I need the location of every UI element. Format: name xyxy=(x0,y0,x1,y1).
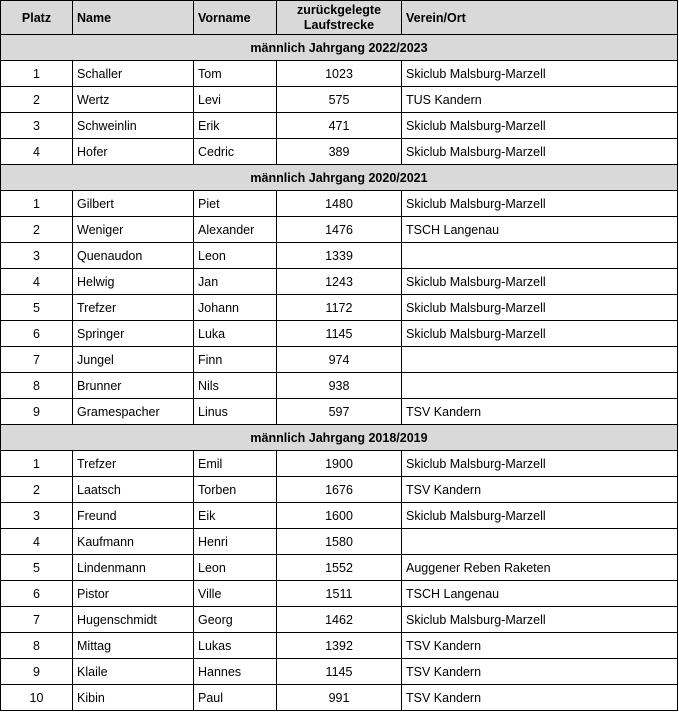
cell-verein xyxy=(402,347,678,373)
table-row xyxy=(1,61,678,87)
cell-platz: 2 xyxy=(1,87,73,113)
table-row xyxy=(1,295,678,321)
cell-verein: Skiclub Malsburg-Marzell xyxy=(402,451,678,477)
table-row xyxy=(1,347,678,373)
cell-verein: Skiclub Malsburg-Marzell xyxy=(402,191,678,217)
header-name: Name xyxy=(73,1,194,35)
header-row xyxy=(1,1,678,35)
cell-platz: 4 xyxy=(1,139,73,165)
cell-laufstrecke: 1900 xyxy=(277,451,402,477)
cell-vorname: Cedric xyxy=(194,139,277,165)
cell-name: Freund xyxy=(73,503,194,529)
cell-verein xyxy=(402,529,678,555)
cell-name: Springer xyxy=(73,321,194,347)
cell-verein: Skiclub Malsburg-Marzell xyxy=(402,607,678,633)
cell-laufstrecke: 1339 xyxy=(277,243,402,269)
cell-verein: Skiclub Malsburg-Marzell xyxy=(402,321,678,347)
table-row xyxy=(1,399,678,425)
cell-verein: TSCH Langenau xyxy=(402,581,678,607)
cell-name: Trefzer xyxy=(73,295,194,321)
cell-verein: Skiclub Malsburg-Marzell xyxy=(402,269,678,295)
cell-platz: 1 xyxy=(1,191,73,217)
cell-name: Schaller xyxy=(73,61,194,87)
cell-platz: 9 xyxy=(1,399,73,425)
table-row xyxy=(1,139,678,165)
cell-name: Hofer xyxy=(73,139,194,165)
table-row xyxy=(1,607,678,633)
table-row xyxy=(1,269,678,295)
cell-laufstrecke: 1172 xyxy=(277,295,402,321)
cell-vorname: Linus xyxy=(194,399,277,425)
cell-platz: 5 xyxy=(1,295,73,321)
table-row xyxy=(1,191,678,217)
header-laufstrecke: zurückgelegte Laufstrecke xyxy=(277,1,402,35)
cell-vorname: Johann xyxy=(194,295,277,321)
cell-vorname: Eik xyxy=(194,503,277,529)
cell-platz: 7 xyxy=(1,607,73,633)
cell-verein: Auggener Reben Raketen xyxy=(402,555,678,581)
table-row xyxy=(1,477,678,503)
section-header-row xyxy=(1,165,678,191)
cell-vorname: Georg xyxy=(194,607,277,633)
cell-name: Klaile xyxy=(73,659,194,685)
cell-vorname: Tom xyxy=(194,61,277,87)
cell-name: Gilbert xyxy=(73,191,194,217)
cell-verein: TSV Kandern xyxy=(402,633,678,659)
cell-name: Lindenmann xyxy=(73,555,194,581)
cell-verein xyxy=(402,373,678,399)
cell-verein: Skiclub Malsburg-Marzell xyxy=(402,295,678,321)
header-vorname: Vorname xyxy=(194,1,277,35)
cell-platz: 10 xyxy=(1,685,73,711)
cell-platz: 7 xyxy=(1,347,73,373)
cell-vorname: Alexander xyxy=(194,217,277,243)
cell-laufstrecke: 938 xyxy=(277,373,402,399)
cell-laufstrecke: 1552 xyxy=(277,555,402,581)
cell-vorname: Leon xyxy=(194,243,277,269)
cell-platz: 1 xyxy=(1,61,73,87)
table-row xyxy=(1,555,678,581)
cell-vorname: Erik xyxy=(194,113,277,139)
cell-name: Kibin xyxy=(73,685,194,711)
cell-laufstrecke: 1462 xyxy=(277,607,402,633)
header-verein: Verein/Ort xyxy=(402,1,678,35)
cell-vorname: Luka xyxy=(194,321,277,347)
cell-laufstrecke: 1480 xyxy=(277,191,402,217)
table-row xyxy=(1,685,678,711)
cell-laufstrecke: 1243 xyxy=(277,269,402,295)
cell-platz: 4 xyxy=(1,269,73,295)
header-platz: Platz xyxy=(1,1,73,35)
cell-laufstrecke: 1476 xyxy=(277,217,402,243)
cell-laufstrecke: 1580 xyxy=(277,529,402,555)
table-row xyxy=(1,659,678,685)
cell-laufstrecke: 1023 xyxy=(277,61,402,87)
cell-name: Pistor xyxy=(73,581,194,607)
cell-laufstrecke: 471 xyxy=(277,113,402,139)
cell-laufstrecke: 597 xyxy=(277,399,402,425)
cell-platz: 6 xyxy=(1,581,73,607)
cell-platz: 3 xyxy=(1,503,73,529)
cell-vorname: Finn xyxy=(194,347,277,373)
cell-vorname: Henri xyxy=(194,529,277,555)
table-row xyxy=(1,529,678,555)
cell-verein: Skiclub Malsburg-Marzell xyxy=(402,61,678,87)
cell-laufstrecke: 1392 xyxy=(277,633,402,659)
cell-verein: TSV Kandern xyxy=(402,399,678,425)
section-title: männlich Jahrgang 2020/2021 xyxy=(1,165,678,191)
cell-platz: 5 xyxy=(1,555,73,581)
cell-laufstrecke: 974 xyxy=(277,347,402,373)
cell-vorname: Leon xyxy=(194,555,277,581)
cell-laufstrecke: 1145 xyxy=(277,321,402,347)
cell-laufstrecke: 1511 xyxy=(277,581,402,607)
table-row xyxy=(1,243,678,269)
cell-name: Quenaudon xyxy=(73,243,194,269)
cell-laufstrecke: 575 xyxy=(277,87,402,113)
cell-name: Mittag xyxy=(73,633,194,659)
cell-laufstrecke: 1145 xyxy=(277,659,402,685)
cell-name: Wertz xyxy=(73,87,194,113)
cell-name: Brunner xyxy=(73,373,194,399)
cell-vorname: Lukas xyxy=(194,633,277,659)
table-row xyxy=(1,633,678,659)
table-row xyxy=(1,217,678,243)
cell-vorname: Levi xyxy=(194,87,277,113)
cell-verein: Skiclub Malsburg-Marzell xyxy=(402,113,678,139)
cell-vorname: Emil xyxy=(194,451,277,477)
cell-platz: 3 xyxy=(1,113,73,139)
cell-name: Kaufmann xyxy=(73,529,194,555)
cell-name: Laatsch xyxy=(73,477,194,503)
cell-platz: 8 xyxy=(1,633,73,659)
cell-name: Hugenschmidt xyxy=(73,607,194,633)
cell-vorname: Torben xyxy=(194,477,277,503)
cell-name: Gramespacher xyxy=(73,399,194,425)
cell-vorname: Ville xyxy=(194,581,277,607)
cell-platz: 2 xyxy=(1,217,73,243)
cell-platz: 2 xyxy=(1,477,73,503)
cell-platz: 4 xyxy=(1,529,73,555)
cell-platz: 1 xyxy=(1,451,73,477)
table-row xyxy=(1,581,678,607)
cell-name: Jungel xyxy=(73,347,194,373)
table-row xyxy=(1,113,678,139)
cell-platz: 8 xyxy=(1,373,73,399)
table-row xyxy=(1,503,678,529)
cell-laufstrecke: 1600 xyxy=(277,503,402,529)
section-title: männlich Jahrgang 2018/2019 xyxy=(1,425,678,451)
cell-name: Helwig xyxy=(73,269,194,295)
cell-vorname: Piet xyxy=(194,191,277,217)
cell-verein: TSCH Langenau xyxy=(402,217,678,243)
table-row xyxy=(1,321,678,347)
cell-verein: TSV Kandern xyxy=(402,685,678,711)
cell-laufstrecke: 1676 xyxy=(277,477,402,503)
cell-platz: 3 xyxy=(1,243,73,269)
cell-verein: TSV Kandern xyxy=(402,659,678,685)
cell-platz: 9 xyxy=(1,659,73,685)
section-header-row xyxy=(1,35,678,61)
section-title: männlich Jahrgang 2022/2023 xyxy=(1,35,678,61)
table-row xyxy=(1,451,678,477)
cell-vorname: Jan xyxy=(194,269,277,295)
cell-platz: 6 xyxy=(1,321,73,347)
cell-vorname: Nils xyxy=(194,373,277,399)
cell-name: Schweinlin xyxy=(73,113,194,139)
section-header-row xyxy=(1,425,678,451)
cell-verein: Skiclub Malsburg-Marzell xyxy=(402,503,678,529)
cell-laufstrecke: 991 xyxy=(277,685,402,711)
cell-name: Weniger xyxy=(73,217,194,243)
cell-verein: TSV Kandern xyxy=(402,477,678,503)
cell-verein xyxy=(402,243,678,269)
cell-name: Trefzer xyxy=(73,451,194,477)
table-row xyxy=(1,87,678,113)
cell-vorname: Paul xyxy=(194,685,277,711)
cell-laufstrecke: 389 xyxy=(277,139,402,165)
cell-vorname: Hannes xyxy=(194,659,277,685)
table-row xyxy=(1,373,678,399)
cell-verein: Skiclub Malsburg-Marzell xyxy=(402,139,678,165)
cell-verein: TUS Kandern xyxy=(402,87,678,113)
